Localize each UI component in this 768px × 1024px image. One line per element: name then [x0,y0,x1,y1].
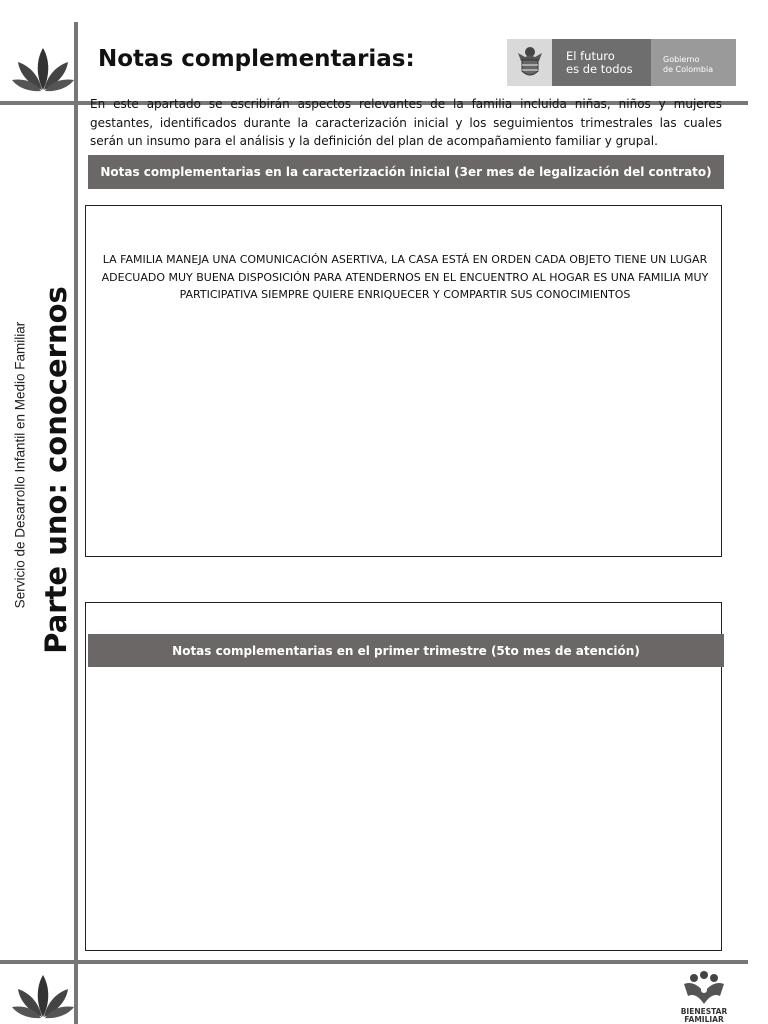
section2-heading-bar [88,634,724,667]
section1-notes-text: LA FAMILIA MANEJA UNA COMUNICACIÓN ASERTIVA, LA CASA ESTÁ EN ORDEN CADA OBJETO TIENE UN LUGAR ADECUADO MUY BUENA DISPOSICIÓN PARA ATENDERNOS EN EL ENCUENTRO AL HOGAR ES UNA FAMILIA MUY PARTICIPATIVA SIEMPRE QUIERE ENRIQUECER Y COMPARTIR SUS CONOCIMIENTOS [101,253,709,301]
service-label: Servicio de Desarrollo Infantil en Medio Familiar [12,321,28,609]
colombia-crest-icon [507,39,552,86]
section2-heading: Notas complementarias en el primer trimestre (5to mes de atención) [172,643,640,658]
logo-slogan-line2: es de todos [566,62,633,76]
logo-slogan [552,39,651,86]
frame-vertical-line [74,22,78,1024]
section1-heading: Notas complementarias en la caracterización inicial (3er mes de legalización del contrato) [100,165,712,179]
frame-bottom-line [0,960,748,964]
logo-government-line2: de Colombia [663,65,714,74]
logo-slogan-line1: El futuro [566,49,615,63]
section1-heading-bar [88,155,724,189]
logo-government [651,39,736,86]
page-title: Notas complementarias: [98,46,415,72]
icbf-logo-text: BIENESTAR FAMILIAR [680,1007,728,1024]
section-label: Parte uno: conocernos [39,286,73,654]
bienestar-familiar-logo [672,970,736,1024]
intro-paragraph: En este apartado se escribirán aspectos relevantes de la familia incluida niñas, niños y mujeres gestantes, identificados durante la caracterización inicial y los seguimientos trimestrales las cuales serán un insumo para el análisis y la definición del plan de acompañamiento familiar y grupal. [90,97,722,148]
leaf-icon [12,46,74,92]
logo-government-line1: Gobierno [663,55,700,64]
government-logo [507,39,736,86]
leaf-icon [12,973,74,1019]
icbf-people-icon [672,970,736,1008]
